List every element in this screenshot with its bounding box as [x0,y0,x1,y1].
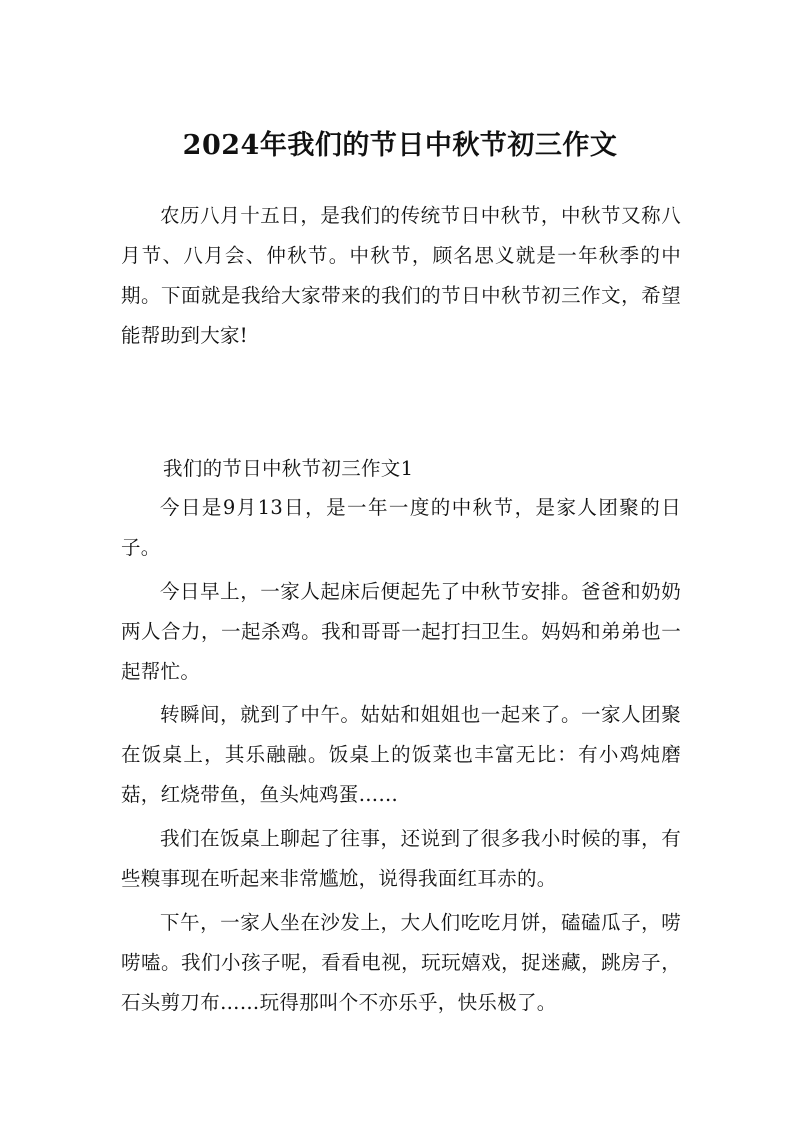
section-heading: 我们的节日中秋节初三作文1 [163,457,414,480]
body-paragraph: 今日早上，一家人起床后便起先了中秋节安排。爸爸和奶奶两人合力，一起杀鸡。我和哥哥一起打扫卫生。妈妈和弟弟也一起帮忙。 [121,580,681,683]
document-title: 2024年我们的节日中秋节初三作文 [182,130,618,161]
intro-paragraph: 农历八月十五日，是我们的传统节日中秋节，中秋节又称八月节、八月会、仲秋节。中秋节，顾名思义就是一年秋季的中期。下面就是我给大家带来的我们的节日中秋节初三作文，希望能帮助到大家! [121,204,681,347]
body-paragraph: 转瞬间，就到了中午。姑姑和姐姐也一起来了。一家人团聚在饭桌上，其乐融融。饭桌上的饭菜也丰富无比：有小鸡炖磨菇，红烧带鱼，鱼头炖鸡蛋…… [121,703,681,806]
body-paragraph: 我们在饭桌上聊起了往事，还说到了很多我小时候的事，有些糗事现在听起来非常尴尬，说得我面红耳赤的。 [121,827,681,890]
body-paragraph: 下午，一家人坐在沙发上，大人们吃吃月饼，磕磕瓜子，唠唠嗑。我们小孩子呢，看看电视，玩玩嬉戏，捉迷藏，跳房子，石头剪刀布……玩得那叫个不亦乐乎，快乐极了。 [121,911,681,1014]
body-paragraph: 今日是9月13日，是一年一度的中秋节，是家人团聚的日子。 [121,496,681,559]
